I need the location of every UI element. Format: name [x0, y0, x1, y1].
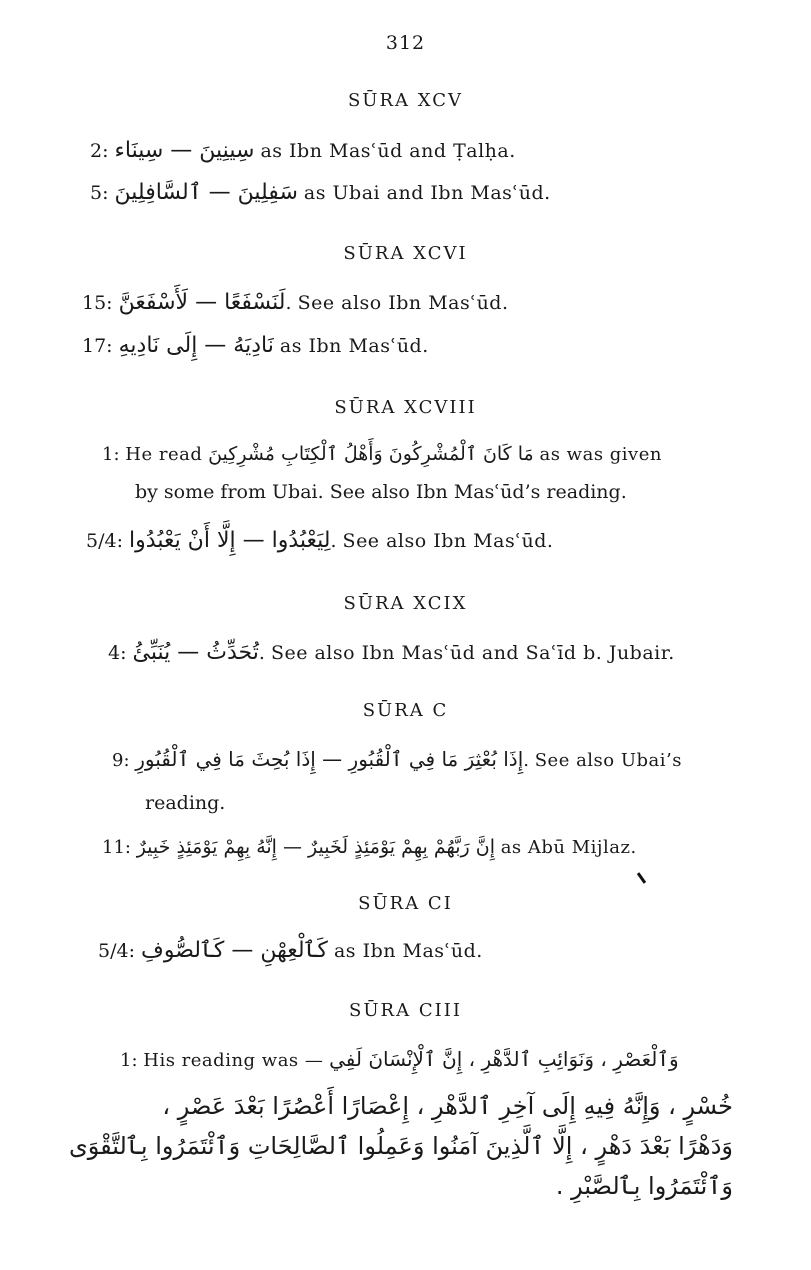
note-text: . See also Ubai’s — [523, 750, 682, 771]
verse-number: 11: — [102, 837, 131, 858]
sura-100-verse-9-cont: reading. — [145, 792, 226, 814]
note-text: as Ubai and Ibn Masʿūd. — [303, 182, 551, 204]
verse-number: 4: — [108, 642, 127, 664]
arabic-variant: مَا كَانَ ٱلْمُشْرِكُونَ وَأَهْلُ ٱلْكِتَابِ مُشْرِكِينَ — [208, 443, 534, 465]
verse-number: 1: — [102, 444, 120, 465]
sura-96-verse-17 — [82, 333, 429, 358]
arabic-variant: سِينِينَ — سِينَاء — [114, 138, 255, 163]
sura-103-verse-1 — [120, 1047, 679, 1071]
sura-96-verse-15 — [82, 290, 509, 315]
sura-95-verse-2 — [90, 138, 516, 163]
verse-number: 1: — [120, 1050, 138, 1071]
arabic-variant: لَنَسْفَعًا — لَأَسْفَعَنَّ — [118, 290, 286, 315]
verse-number: 5: — [90, 182, 109, 204]
ink-speck — [637, 872, 646, 884]
note-text: He read — [125, 444, 203, 465]
sura-95-title: SŪRA XCV — [347, 90, 464, 111]
note-text: . See also Ibn Masʿūd and Saʿīd b. Jubair. — [258, 642, 675, 664]
arabic-variant: سَفِلِينَ — ٱلسَّافِلِينَ — [114, 180, 298, 205]
verse-number: 15: — [82, 292, 113, 314]
note-text: as Abū Mijlaz. — [500, 837, 637, 858]
arabic-variant: وَٱلْعَصْرِ ، وَنَوَائِبِ ٱلدَّهْرِ ، إِنَّ ٱلْإِنْسَانَ لَفِي — [329, 1047, 679, 1071]
verse-number: 5/4: — [98, 940, 135, 962]
arabic-variant: لِيَعْبُدُوا — إِلَّا أَنْ يَعْبُدُوا — [129, 528, 331, 553]
sura-103-title: SŪRA CIII — [349, 1000, 462, 1021]
sura-101-title: SŪRA CI — [358, 893, 453, 914]
sura-98-verse-1-cont: by some from Ubai. See also Ibn Masʿūd’s reading. — [135, 481, 627, 503]
note-text: as Ibn Masʿūd. — [333, 940, 483, 962]
arabic-variant: كَٱلْعِهْنِ — كَٱلصُّوفِ — [141, 938, 328, 963]
note-text: His reading was — — [143, 1050, 324, 1071]
sura-103-arabic-line-2: خُسْرٍ ، وَإِنَّهُ فِيهِ إِلَى آخِرِ ٱلدَّهْرِ ، إِعْصَارًا أَعْصُرًا بَعْدَ عَصْرٍ ، — [162, 1092, 733, 1120]
verse-number: 2: — [90, 140, 109, 162]
sura-98-verse-5 — [86, 528, 553, 553]
arabic-variant: إِذَا بُعْثِرَ مَا فِي ٱلْقُبُورِ — إِذَا بُحِثَ مَا فِي ٱلْقُبُورِ — [135, 747, 524, 771]
note-text: as was given — [539, 444, 662, 465]
sura-103-arabic-line-3: وَدَهْرًا بَعْدَ دَهْرٍ ، إِلَّا ٱلَّذِينَ آمَنُوا وَعَمِلُوا ٱلصَّالِحَاتِ وَٱئْتَمَرُوا بِٱلتَّقْوَى — [68, 1132, 733, 1160]
verse-number: 5/4: — [86, 530, 123, 552]
note-text: as Ibn Masʿūd and Ṭalḥa. — [260, 140, 516, 162]
verse-number: 17: — [82, 335, 113, 357]
note-text: as Ibn Masʿūd. — [279, 335, 429, 357]
sura-100-verse-9 — [112, 747, 682, 771]
sura-103-arabic-line-4: وَٱئْتَمَرُوا بِٱلصَّبْرِ . — [555, 1172, 733, 1200]
arabic-variant: تُحَدِّثُ — يُنَبِّئُ — [132, 640, 259, 665]
sura-100-verse-11 — [102, 836, 637, 858]
sura-99-verse-4 — [108, 640, 675, 665]
note-text: . See also Ibn Masʿūd. — [330, 530, 554, 552]
arabic-variant: إِنَّ رَبَّهُمْ بِهِمْ يَوْمَئِذٍ لَخَبِيرٌ — إِنَّهُ بِهِمْ يَوْمَئِذٍ خَبِيرٌ — [136, 836, 495, 858]
page-number: 312 — [385, 32, 426, 54]
sura-100-title: SŪRA C — [362, 700, 449, 721]
sura-99-title: SŪRA XCIX — [343, 593, 468, 614]
sura-98-verse-1 — [102, 443, 662, 465]
arabic-variant: نَادِيَهُ — إِلَى نَادِيهِ — [118, 333, 274, 358]
note-text: . See also Ibn Masʿūd. — [285, 292, 509, 314]
sura-98-title: SŪRA XCVIII — [334, 397, 477, 418]
verse-number: 9: — [112, 750, 130, 771]
sura-95-verse-5 — [90, 180, 551, 205]
sura-96-title: SŪRA XCVI — [343, 243, 468, 264]
sura-101-verse-5 — [98, 938, 483, 963]
